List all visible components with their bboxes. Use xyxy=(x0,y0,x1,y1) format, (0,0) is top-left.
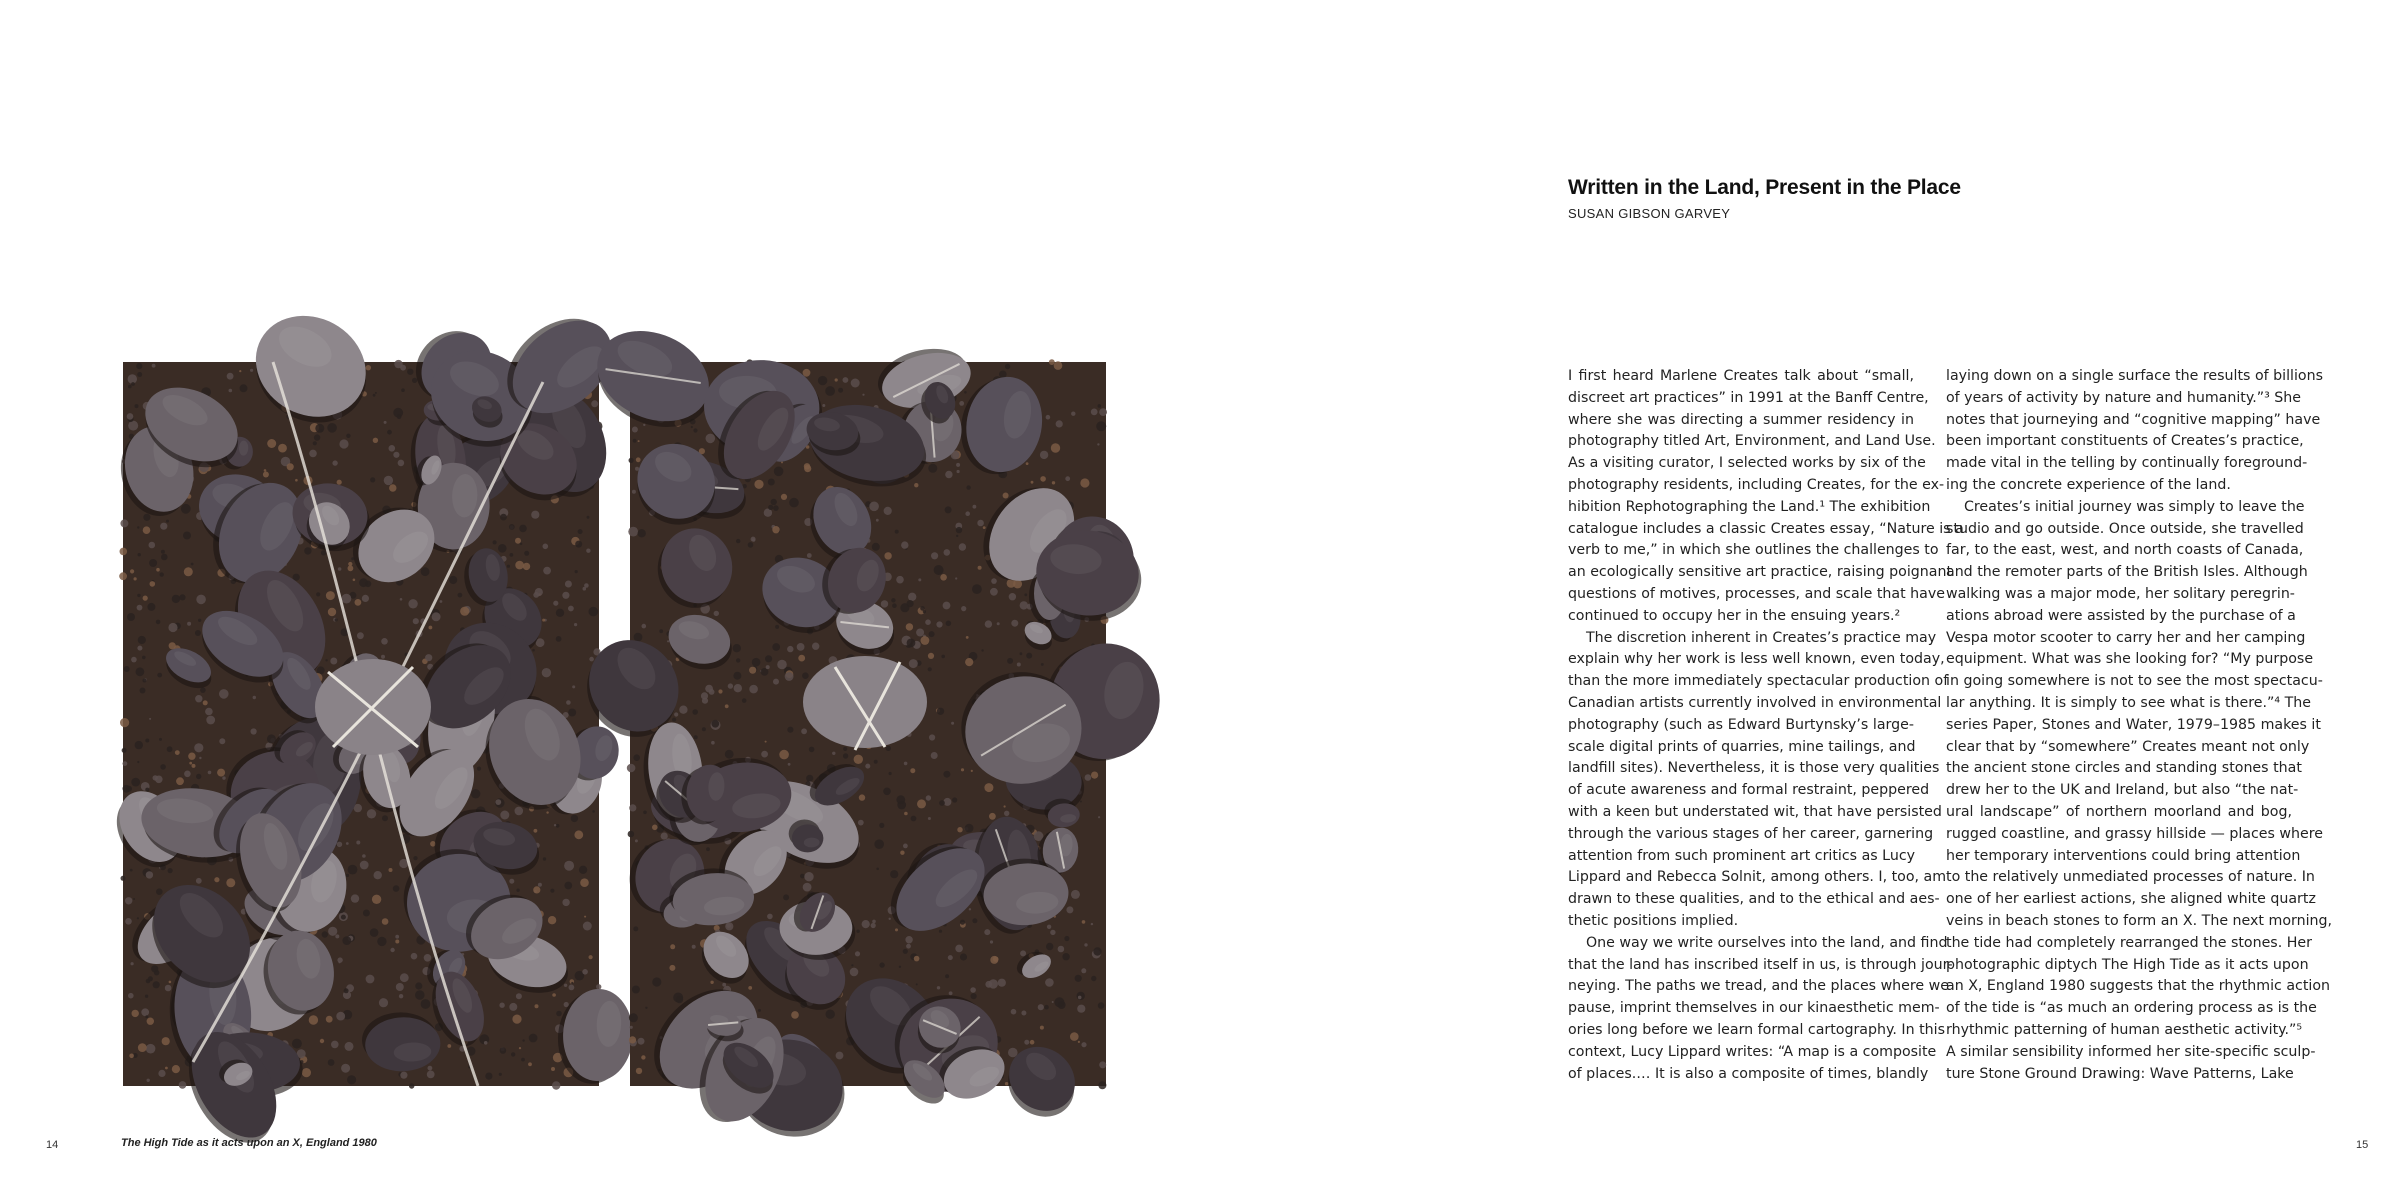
text-line: The discretion inherent in Creates’s practice may xyxy=(1586,629,1937,646)
text-line: photography (such as Edward Burtynsky’s large- xyxy=(1568,716,1914,733)
text-line: in going somewhere is not to see the most spectacu- xyxy=(1946,673,2323,690)
stones-x-photo xyxy=(123,362,599,1086)
text-line: than the more immediately spectacular production of xyxy=(1568,673,1949,690)
text-line: A similar sensibility informed her site-specific sculp- xyxy=(1946,1043,2316,1060)
text-line: with a keen but understated wit, that have persisted xyxy=(1568,803,1942,820)
text-line: photography residents, including Creates, for the ex- xyxy=(1568,476,1945,493)
text-line: scale digital prints of quarries, mine tailings, and xyxy=(1568,738,1916,755)
text-line: the tide had completely rearranged the stones. Her xyxy=(1946,934,2312,951)
stones-x-photo-image xyxy=(123,362,599,1086)
text-line: Creates’s initial journey was simply to leave the xyxy=(1964,498,2305,515)
text-line: rugged coastline, and grassy hillside — places where xyxy=(1946,825,2323,842)
essay-author: SUSAN GIBSON GARVEY xyxy=(1568,206,1731,221)
text-line: As a visiting curator, I selected works by six of the xyxy=(1568,455,1926,472)
text-line: drew her to the UK and Ireland, but also “the nat- xyxy=(1946,782,2299,799)
text-line: far, to the east, west, and north coasts of Canada, xyxy=(1946,542,2304,559)
text-line: verb to me,” in which she outlines the challenges to xyxy=(1568,542,1939,559)
text-line: to the relatively unmediated processes of nature. In xyxy=(1946,869,2315,886)
text-line: series Paper, Stones and Water, 1979–1985 makes it xyxy=(1946,716,2321,733)
text-line: neying. The paths we tread, and the places where we xyxy=(1568,978,1949,995)
text-line: photography titled Art, Environment, and Land Use. xyxy=(1568,433,1936,450)
page-number-left: 14 xyxy=(46,1139,59,1151)
page-number-right: 15 xyxy=(2356,1139,2369,1151)
text-line: one of her earliest actions, she aligned white quartz xyxy=(1946,891,2316,908)
text-line: Lippard and Rebecca Solnit, among others. I, too, am xyxy=(1568,869,1947,886)
text-line: pause, imprint themselves in our kinaesthetic mem- xyxy=(1568,1000,1940,1017)
text-line: ories long before we learn formal cartography. In this xyxy=(1568,1021,1945,1038)
text-line: ing the concrete experience of the land. xyxy=(1946,476,2231,493)
text-line: walking was a major mode, her solitary peregrin- xyxy=(1946,585,2295,602)
text-line: attention from such prominent art critics as Lucy xyxy=(1568,847,1916,864)
essay-title: Written in the Land, Present in the Place xyxy=(1568,176,1961,199)
text-line: through the various stages of her career, garnering xyxy=(1568,825,1934,842)
text-line: made vital in the telling by continually foreground- xyxy=(1946,455,2308,472)
text-line: ations abroad were assisted by the purchase of a xyxy=(1946,607,2296,624)
text-line: studio and go outside. Once outside, she travelled xyxy=(1946,520,2304,537)
text-line: where she was directing a summer residency in xyxy=(1568,411,1914,428)
text-line: that the land has inscribed itself in us, is through jour- xyxy=(1568,956,1953,973)
text-line: laying down on a single surface the results of billions xyxy=(1946,368,2323,384)
text-line: Vespa motor scooter to carry her and her camping xyxy=(1946,629,2306,646)
text-line: hibition Rephotographing the Land.¹ The exhibition xyxy=(1568,498,1931,515)
text-line: questions of motives, processes, and scale that have xyxy=(1568,585,1945,602)
text-line: landfill sites). Nevertheless, it is those very qualities xyxy=(1568,760,1940,777)
text-line: an X, England 1980 suggests that the rhythmic action xyxy=(1946,978,2331,995)
text-line: photographic diptych The High Tide as it acts upon xyxy=(1946,956,2309,973)
stones-after-tide-photo-image xyxy=(630,362,1106,1086)
text-line: of acute awareness and formal restraint, peppered xyxy=(1568,782,1930,799)
text-column-1 xyxy=(1568,366,1964,1085)
text-line: of places.… It is also a composite of times, blandly xyxy=(1568,1065,1929,1082)
text-line: continued to occupy her in the ensuing years.² xyxy=(1568,607,1901,624)
text-line: been important constituents of Creates’s practice, xyxy=(1946,433,2304,450)
text-line: equipment. What was she looking for? “My purpose xyxy=(1946,651,2314,668)
text-line: ture Stone Ground Drawing: Wave Patterns, Lake xyxy=(1946,1065,2294,1082)
text-line: of years of activity by nature and humanity.”³ She xyxy=(1946,389,2301,406)
text-line: ural landscape” of northern moorland and bog, xyxy=(1946,803,2292,820)
text-line: One way we write ourselves into the land, and find xyxy=(1586,934,1948,951)
text-line: Canadian artists currently involved in environmental xyxy=(1568,694,1942,711)
text-line: an ecologically sensitive art practice, raising poignant xyxy=(1568,564,1953,581)
text-line: catalogue includes a classic Creates essay, “Nature is a xyxy=(1568,520,1964,537)
text-line: clear that by “somewhere” Creates meant not only xyxy=(1946,738,2310,755)
text-line: thetic positions implied. xyxy=(1568,912,1739,929)
text-line: I first heard Marlene Creates talk about “small, xyxy=(1568,368,1914,384)
text-line: lar anything. It is simply to see what is there.”⁴ The xyxy=(1946,694,2311,711)
text-line: notes that journeying and “cognitive mapping” have xyxy=(1946,411,2321,428)
text-line: of the tide is “as much an ordering process as is the xyxy=(1946,1000,2317,1017)
stones-after-tide-photo xyxy=(630,362,1106,1086)
text-line: her temporary interventions could bring attention xyxy=(1946,847,2301,864)
text-line: veins in beach stones to form an X. The next morning, xyxy=(1946,912,2333,929)
text-line: and the remoter parts of the British Isles. Although xyxy=(1946,564,2308,581)
text-line: rhythmic patterning of human aesthetic activity.”⁵ xyxy=(1946,1021,2303,1038)
text-line: discreet art practices” in 1991 at the Banff Centre, xyxy=(1568,389,1929,406)
text-line: explain why her work is less well known, even today, xyxy=(1568,651,1945,668)
photo-caption: The High Tide as it acts upon an X, England 1980 xyxy=(121,1137,377,1149)
text-line: context, Lucy Lippard writes: “A map is a composite xyxy=(1568,1043,1937,1060)
text-column-2 xyxy=(1946,366,2333,1085)
text-line: the ancient stone circles and standing stones that xyxy=(1946,760,2302,777)
text-line: drawn to these qualities, and to the ethical and aes- xyxy=(1568,891,1940,908)
